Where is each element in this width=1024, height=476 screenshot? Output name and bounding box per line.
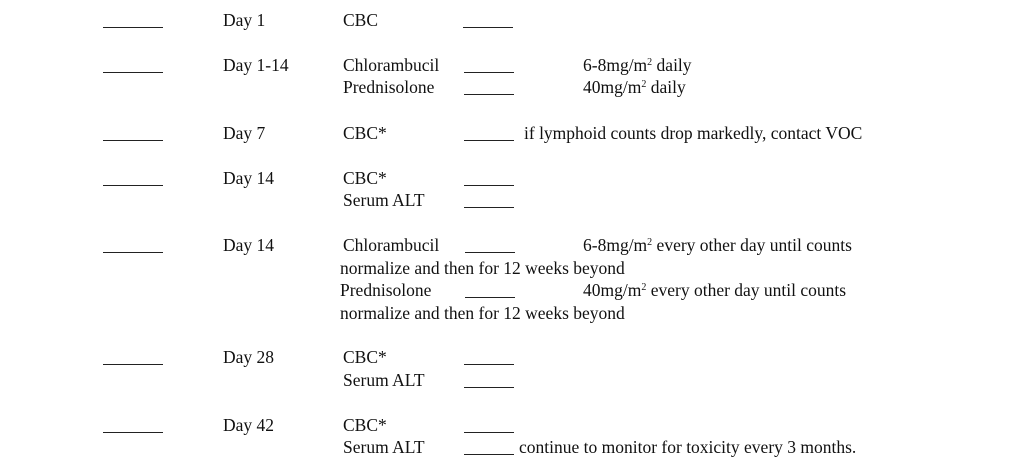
item-name: CBC (343, 10, 379, 30)
dose-text: $6-8mg/m^2$ daily (583, 55, 692, 75)
note-text: if lymphoid counts drop markedly, contact VOC (524, 123, 863, 143)
item-name: Chlorambucil (343, 55, 440, 75)
item-name: Chlorambucil (343, 235, 440, 255)
check-blank[interactable] (464, 454, 514, 455)
item-name: CBC* (343, 415, 387, 435)
check-blank[interactable] (464, 140, 514, 141)
item-name: Prednisolone (340, 280, 432, 300)
day-label: Day 28 (223, 347, 275, 367)
dose-continuation: normalize and then for 12 weeks beyond (340, 303, 625, 323)
item-name: Serum ALT (343, 190, 425, 210)
dose-text: $40mg/m^2$ every other day until counts (583, 280, 847, 300)
date-blank-row-5[interactable] (103, 252, 163, 253)
dose-continuation: normalize and then for 12 weeks beyond (340, 258, 625, 278)
date-blank-row-6[interactable] (103, 364, 163, 365)
date-blank-row-2[interactable] (103, 72, 163, 73)
day-label: Day 7 (223, 123, 266, 143)
day-label: Day 1 (223, 10, 266, 30)
check-blank[interactable] (464, 72, 514, 73)
day-label: Day 14 (223, 235, 275, 255)
item-name: Serum ALT (343, 437, 425, 457)
item-name: CBC* (343, 123, 387, 143)
day-label: Day 1-14 (223, 55, 289, 75)
day-label: Day 42 (223, 415, 275, 435)
check-blank[interactable] (464, 94, 514, 95)
note-text: continue to monitor for toxicity every 3 months. (519, 437, 857, 457)
date-blank-row-3[interactable] (103, 140, 163, 141)
item-name: CBC* (343, 168, 387, 188)
check-blank[interactable] (464, 432, 514, 433)
check-blank[interactable] (464, 207, 514, 208)
date-blank-row-4[interactable] (103, 185, 163, 186)
item-name: Serum ALT (343, 370, 425, 390)
check-blank[interactable] (464, 387, 514, 388)
item-name: CBC* (343, 347, 387, 367)
check-blank[interactable] (465, 297, 515, 298)
check-blank[interactable] (464, 185, 514, 186)
dose-text: $6-8mg/m^2$ every other day until counts (583, 235, 852, 255)
dose-text: $40mg/m^2$ daily (583, 77, 686, 97)
item-name: Prednisolone (343, 77, 435, 97)
date-blank-row-7[interactable] (103, 432, 163, 433)
date-blank-row-1[interactable] (103, 27, 163, 28)
day-label: Day 14 (223, 168, 275, 188)
check-blank[interactable] (463, 27, 513, 28)
check-blank[interactable] (465, 252, 515, 253)
check-blank[interactable] (464, 364, 514, 365)
